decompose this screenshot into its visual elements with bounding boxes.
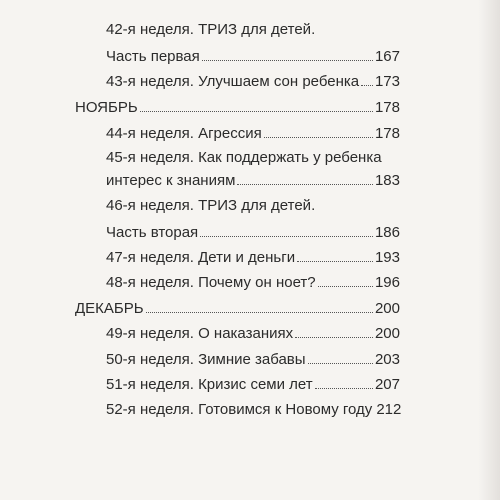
toc-entry-text: 51-я неделя. Кризис семи лет [106,376,313,393]
toc-page-number: 207 [374,376,400,393]
toc-entry-text: ДЕКАБРЬ [75,300,144,317]
toc-entry-text: 48-я неделя. Почему он ноет? [106,274,316,291]
leader-dots [318,272,373,287]
leader-dots [200,222,373,237]
toc-month-heading [75,298,400,319]
toc-entry [106,222,400,243]
toc-entry-text: Часть первая [106,48,200,65]
leader-dots [308,349,373,364]
toc-entry [106,46,400,67]
leader-dots [202,46,373,61]
toc-entry-text: 49-я неделя. О наказаниях [106,325,294,342]
toc-entry-text: интерес к знаниям [106,172,236,189]
toc-entry [106,170,400,191]
toc-page-number: 178 [374,125,400,142]
toc-page-number: 193 [374,249,400,266]
toc-entry-text: 44-я неделя. Агрессия [106,125,262,142]
toc-page-number: 212 [376,401,402,418]
toc-page-number: 167 [374,48,400,65]
toc-page-number: 183 [374,172,400,189]
leader-dots [140,97,373,112]
toc-entry-text: 43-я неделя. Улучшаем сон ребенка [106,73,360,90]
leader-dots [146,298,373,313]
leader-dots [315,374,373,389]
toc-page-number: 200 [374,325,400,342]
toc-entry-text: 46-я неделя. ТРИЗ для детей. [106,197,316,214]
toc-entry [106,374,400,395]
leader-dots [264,123,373,138]
toc-entry [106,247,400,268]
toc-entry [106,272,400,293]
toc-entry-text: 52-я неделя. Готовимся к Новому году [106,401,373,418]
leader-dots [295,323,373,338]
toc-entry [106,323,400,344]
toc-entry-text: Часть вторая [106,224,199,241]
leader-dots [297,247,373,262]
toc-entry-text: 45-я неделя. Как поддержать у ребенка [106,149,382,166]
toc-entry-text: 50-я неделя. Зимние забавы [106,351,306,368]
toc-entry [106,71,400,92]
leader-dots [237,170,373,185]
leader-dots [361,71,373,86]
toc-page-number: 196 [374,274,400,291]
toc-entry-text: 42-я неделя. ТРИЗ для детей. [106,21,316,38]
toc-page-number: 203 [374,351,400,368]
toc-page-number: 200 [374,300,400,317]
toc-page-number: 186 [374,224,400,241]
toc-page-number: 178 [374,99,400,116]
toc-entry-text: НОЯБРЬ [75,99,138,116]
toc-month-heading [75,97,400,118]
toc-page-number: 173 [374,73,400,90]
toc-entry [106,399,400,420]
toc-entry-text: 47-я неделя. Дети и деньги [106,249,296,266]
toc-entry [106,123,400,144]
toc-entry [106,349,400,370]
